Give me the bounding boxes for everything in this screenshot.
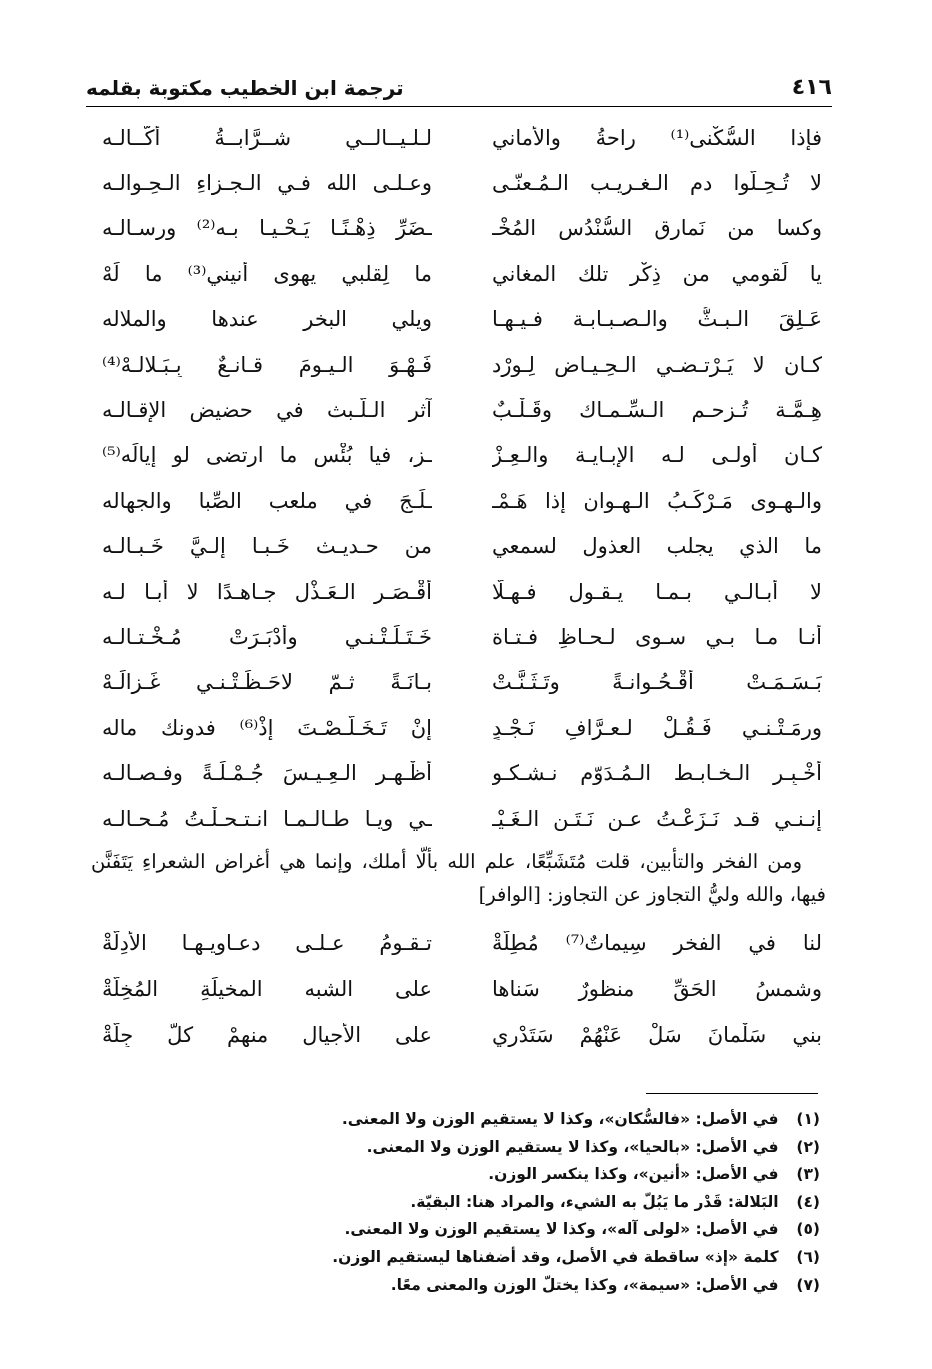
first-hemistich: بَـسَـمَـتْ أُقْـحُـوانـةً وتَـثَـنَّـتْ bbox=[492, 670, 822, 695]
footnote-text: كلمة «إذ» ساقطة في الأصل، وقد أضفناها ليستقيم الوزن. bbox=[332, 1247, 779, 1266]
footnote-number: (٥) bbox=[796, 1220, 820, 1239]
footnote bbox=[120, 1189, 820, 1217]
second-hemistich: لـلـيــالــي شــرَّابــةُ أكّــالـه bbox=[102, 125, 432, 150]
running-title: ترجمة ابن الخطيب مكتوبة بقلمه bbox=[86, 76, 404, 100]
first-hemistich: يا لَقومي من ذِكْر تلك المغاني bbox=[492, 261, 822, 286]
poem-second bbox=[102, 920, 822, 1058]
first-hemistich: كـان أولـى لـه الإبـايـة والـعِـزْ bbox=[492, 443, 822, 468]
footnote bbox=[120, 1161, 820, 1189]
first-hemistich: وشمسُ الحَقِّ منظورٌ سَناها bbox=[492, 977, 822, 1001]
footnote-number: (٧) bbox=[796, 1275, 820, 1294]
second-hemistich: خَـتَـلَـتْـنـي وأدْبَـرَتْ مُـخْـتـالـه bbox=[102, 624, 432, 649]
second-hemistich: ما لِقلبي يهوى أنيني⁽³⁾ ما لَهْ bbox=[102, 261, 432, 286]
page-number: ٤١٦ bbox=[791, 75, 832, 100]
first-hemistich: إنـنـي قـد نَـزَعْـتُ عـن نَـتَـنِ الـغَـيْـ bbox=[492, 806, 822, 831]
verse bbox=[102, 433, 822, 478]
footnote bbox=[120, 1134, 820, 1162]
second-hemistich: أظْـهِـرِ الـعِـيـسَ جُـمْـلَـةً وفـصـالـه bbox=[102, 761, 432, 786]
footnote-text: البَلالة: قَدْر ما يَبُلّ به الشيء، والمراد هنا: البقيّة. bbox=[410, 1192, 779, 1211]
second-hemistich: على الشبه المخيلَةِ المُخِلّةْ bbox=[102, 977, 432, 1001]
first-hemistich: والـهـوى مَـرْكَـبُ الـهـوان إذا هَـمْـ bbox=[492, 488, 822, 513]
verse bbox=[102, 297, 822, 342]
verse bbox=[102, 251, 822, 296]
verse bbox=[102, 614, 822, 659]
verse bbox=[102, 920, 822, 966]
footnote bbox=[120, 1106, 820, 1134]
second-hemistich: تـقـومُ عـلـى دعـاويـهـا الأدِلّةْ bbox=[102, 931, 432, 955]
second-hemistich: أقْـصَـر الـعَـذْل جـاهـدًا لا أبـا لـه bbox=[102, 579, 432, 604]
verse bbox=[102, 1012, 822, 1058]
prose-text: ومن الفخر والتأبين، قلت مُتَشَبِّعًا، علم الله بألّا أملك، وإنما هي أغراض الشعراءِ يَتَفَنَّن فيها، والله وليُّ التجاوز عن التجاوز: bbox=[91, 850, 826, 906]
first-hemistich: هِـمَّـة تُـزحـم الـسِّـمـاك وقَـلْـبٌ bbox=[492, 398, 822, 423]
page-header bbox=[86, 60, 832, 107]
footnote-separator bbox=[646, 1093, 818, 1094]
verse bbox=[102, 569, 822, 614]
second-hemistich: آثر الـلُّـبث في حضيض الإقـالـه bbox=[102, 398, 432, 423]
second-hemistich: بـانَـةً ثـمّ لاحَـظَـتْـنـي غَـزالَـهْ bbox=[102, 670, 432, 695]
footnote-number: (٢) bbox=[796, 1137, 820, 1156]
poem-first bbox=[102, 115, 822, 841]
first-hemistich: أخْـبِـرِ الـخـابـط الـمُـدَوّم نـشـكـو bbox=[492, 761, 822, 786]
first-hemistich: كـان لا يَـرْتـضـي الـحِـيـاض لِـوِرْد bbox=[492, 352, 822, 377]
second-hemistich: ويلي البخر عندها والملاله bbox=[102, 307, 432, 332]
first-hemistich: لا أُبـالـي بـمـا يـقـول فـهـلّا bbox=[492, 579, 822, 604]
first-hemistich: وكسا من نَمارق السُّنْدُس المُخْـ bbox=[492, 216, 822, 241]
footnote-number: (١) bbox=[796, 1110, 820, 1128]
footnote-number: (٣) bbox=[796, 1165, 820, 1184]
footnote-text: في الأصل: «لولى آله»، وكذا لا يستقيم الوزن ولا المعنى. bbox=[344, 1220, 779, 1239]
footnote bbox=[120, 1272, 820, 1300]
first-hemistich: لا تُـحِـلُّوا دم الـغـريـب الـمُـعنّـى bbox=[492, 171, 822, 196]
first-hemistich: بني سَلْمانَ سَلْ عَنْهُمْ سَتَدْري bbox=[492, 1023, 822, 1047]
meter-label: [الوافر] bbox=[478, 883, 541, 906]
footnote-text: في الأصل: «أنين»، وكذا ينكسر الوزن. bbox=[488, 1165, 779, 1184]
second-hemistich: ـلَـجَ في ملعب الصِّبا والجهاله bbox=[102, 488, 432, 513]
verse bbox=[102, 206, 822, 251]
first-hemistich: فإذا السُّكْنى⁽¹⁾ راحةُ والأماني bbox=[492, 125, 822, 150]
verse bbox=[102, 478, 822, 523]
verse bbox=[102, 796, 822, 841]
verse bbox=[102, 387, 822, 432]
first-hemistich: عَـلِقَ الـبـثُّ والـصـبـابـة فـيـهـا bbox=[492, 307, 822, 332]
first-hemistich: أنـا مـا بـي سـوى لـحـاظِ فـتـاة bbox=[492, 624, 822, 649]
footnote bbox=[120, 1216, 820, 1244]
verse bbox=[102, 966, 822, 1012]
footnote-number: (٤) bbox=[796, 1192, 820, 1211]
verse bbox=[102, 160, 822, 205]
first-hemistich: ما الذي يجلب العذول لسمعي bbox=[492, 534, 822, 559]
second-hemistich: من حـديـث خَـبـا إلـيَّ خَـبـالـه bbox=[102, 534, 432, 559]
second-hemistich: إنْ تَـخَـلَّـصْـتَ إذْ⁽⁶⁾ فدونك ماله bbox=[102, 715, 432, 740]
footnotes bbox=[120, 1106, 820, 1299]
footnote-text: في الأصل: «سيمة»، وكذا يختلّ الوزن والمعنى معًا. bbox=[390, 1275, 779, 1294]
verse bbox=[102, 342, 822, 387]
footnote-text: في الأصل: «بالحيا»، وكذا لا يستقيم الوزن ولا المعنى. bbox=[366, 1137, 779, 1156]
verse bbox=[102, 750, 822, 795]
footnote-number: (٦) bbox=[796, 1247, 820, 1266]
first-hemistich: ورمَـتْـنـي فَـقُـلْ لـعـرَّافِ نَـجْـدٍ bbox=[492, 715, 822, 740]
prose-paragraph bbox=[91, 845, 826, 911]
footnote bbox=[120, 1244, 820, 1272]
second-hemistich: فَـهْـوَ الـيـومَ قـانـعٌ بِـبَـلالـهْ⁽⁴⁾ bbox=[102, 352, 432, 377]
second-hemistich: ـي ويـا طـالـمـا انـتـحـلْـتُ مُـحـالـه bbox=[102, 806, 432, 831]
second-hemistich: ـزِ، فيا بُئْس ما ارتضى لو إيالَه⁽⁵⁾ bbox=[102, 443, 432, 468]
second-hemistich: ـضَرِّ ذِهْـنًـا يَـحْـيـا بـه⁽²⁾ ورسـالـه bbox=[102, 216, 432, 241]
verse bbox=[102, 115, 822, 160]
second-hemistich: على الأجيال منهمْ كلّ جِلّةْ bbox=[102, 1023, 432, 1047]
footnote-text: في الأصل: «فالسُّكان»، وكذا لا يستقيم الوزن ولا المعنى. bbox=[341, 1110, 779, 1128]
verse bbox=[102, 705, 822, 750]
verse bbox=[102, 660, 822, 705]
verse bbox=[102, 524, 822, 569]
first-hemistich: لنا في الفخر سِيماتٌ⁽⁷⁾ مُطِلّةْ bbox=[492, 931, 822, 955]
second-hemistich: وعـلـى الله فـي الـجـزاءِ الـحِـوالـه bbox=[102, 171, 432, 196]
